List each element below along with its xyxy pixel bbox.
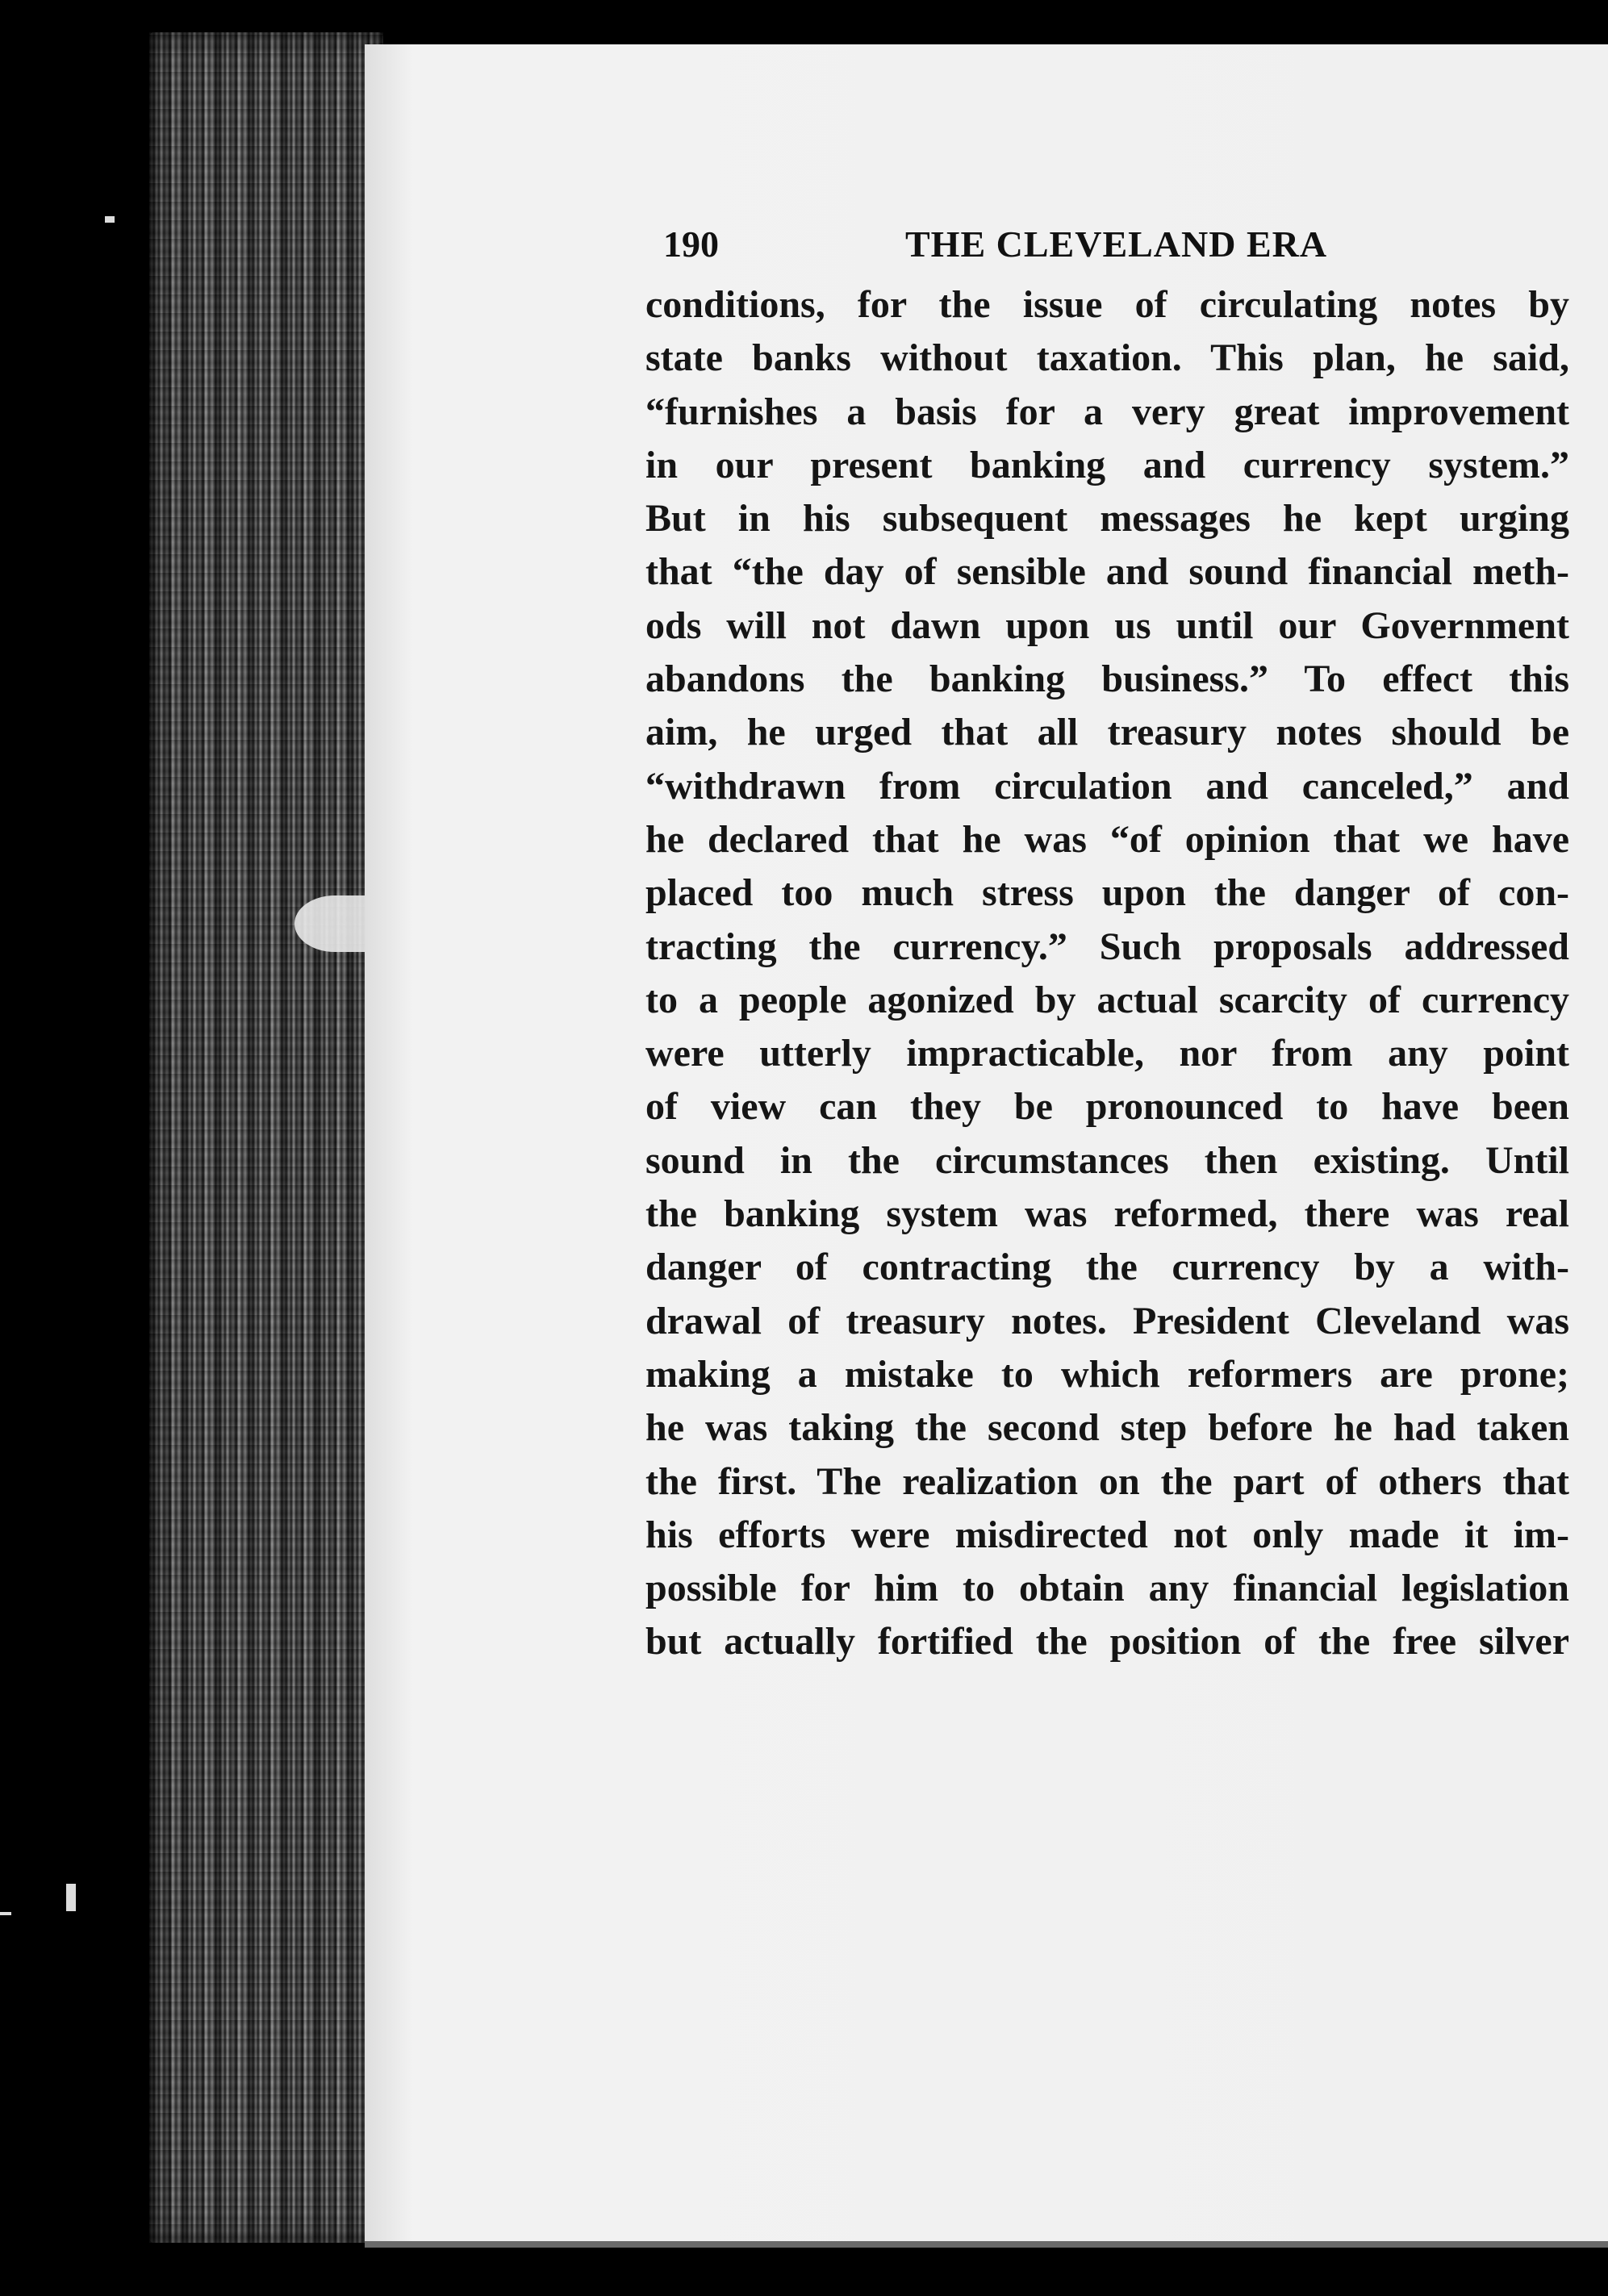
text-line: placed too much stress upon the danger of con- bbox=[645, 871, 1569, 915]
running-title: THE CLEVELAND ERA bbox=[905, 223, 1328, 265]
text-line: the first. The realization on the part of others that bbox=[645, 1459, 1569, 1503]
text-line: were utterly impracticable, nor from any point bbox=[645, 1032, 1569, 1075]
text-line: he declared that he was “of opinion that we have bbox=[645, 817, 1569, 861]
text-line: that “the day of sensible and sound financial meth- bbox=[645, 550, 1569, 594]
text-line: But in his subsequent messages he kept urging bbox=[645, 497, 1569, 541]
page-edge-notch bbox=[294, 895, 375, 952]
text-line: he was taking the second step before he had taken bbox=[645, 1406, 1569, 1450]
page-header bbox=[663, 216, 1535, 273]
text-line: aim, he urged that all treasury notes should be bbox=[645, 711, 1569, 754]
text-line: ods will not dawn upon us until our Government bbox=[645, 603, 1569, 647]
text-line: in our present banking and currency system.” bbox=[645, 443, 1569, 486]
text-line: tracting the currency.” Such proposals addressed bbox=[645, 925, 1569, 968]
book-page-edges bbox=[149, 32, 383, 2243]
text-line: drawal of treasury notes. President Cleveland was bbox=[645, 1299, 1569, 1342]
text-line: abandons the banking business.” To effect this bbox=[645, 657, 1569, 701]
text-line: of view can they be pronounced to have been bbox=[645, 1085, 1569, 1129]
text-line: possible for him to obtain any financial legislation bbox=[645, 1567, 1569, 1610]
text-line: conditions, for the issue of circulating notes by bbox=[645, 283, 1569, 326]
scan-speck bbox=[105, 216, 115, 223]
scan-speck bbox=[66, 1884, 76, 1911]
page-bottom-shadow bbox=[365, 2241, 1608, 2248]
page-number: 190 bbox=[663, 223, 719, 265]
text-line: making a mistake to which reformers are prone; bbox=[645, 1352, 1569, 1396]
scan-speck bbox=[0, 1912, 11, 1915]
text-line: but actually fortified the position of the free silver bbox=[645, 1620, 1569, 1664]
body-text bbox=[645, 278, 1569, 1669]
text-line: sound in the circumstances then existing. Until bbox=[645, 1138, 1569, 1182]
text-line: “furnishes a basis for a very great improvement bbox=[645, 390, 1569, 433]
text-line: state banks without taxation. This plan, he said, bbox=[645, 336, 1569, 380]
text-line: his efforts were misdirected not only made it im- bbox=[645, 1513, 1569, 1556]
text-line: danger of contracting the currency by a with- bbox=[645, 1246, 1569, 1289]
text-line: the banking system was reformed, there was real bbox=[645, 1192, 1569, 1236]
text-line: to a people agonized by actual scarcity of currency bbox=[645, 978, 1569, 1021]
text-line: “withdrawn from circulation and canceled,” and bbox=[645, 764, 1569, 808]
